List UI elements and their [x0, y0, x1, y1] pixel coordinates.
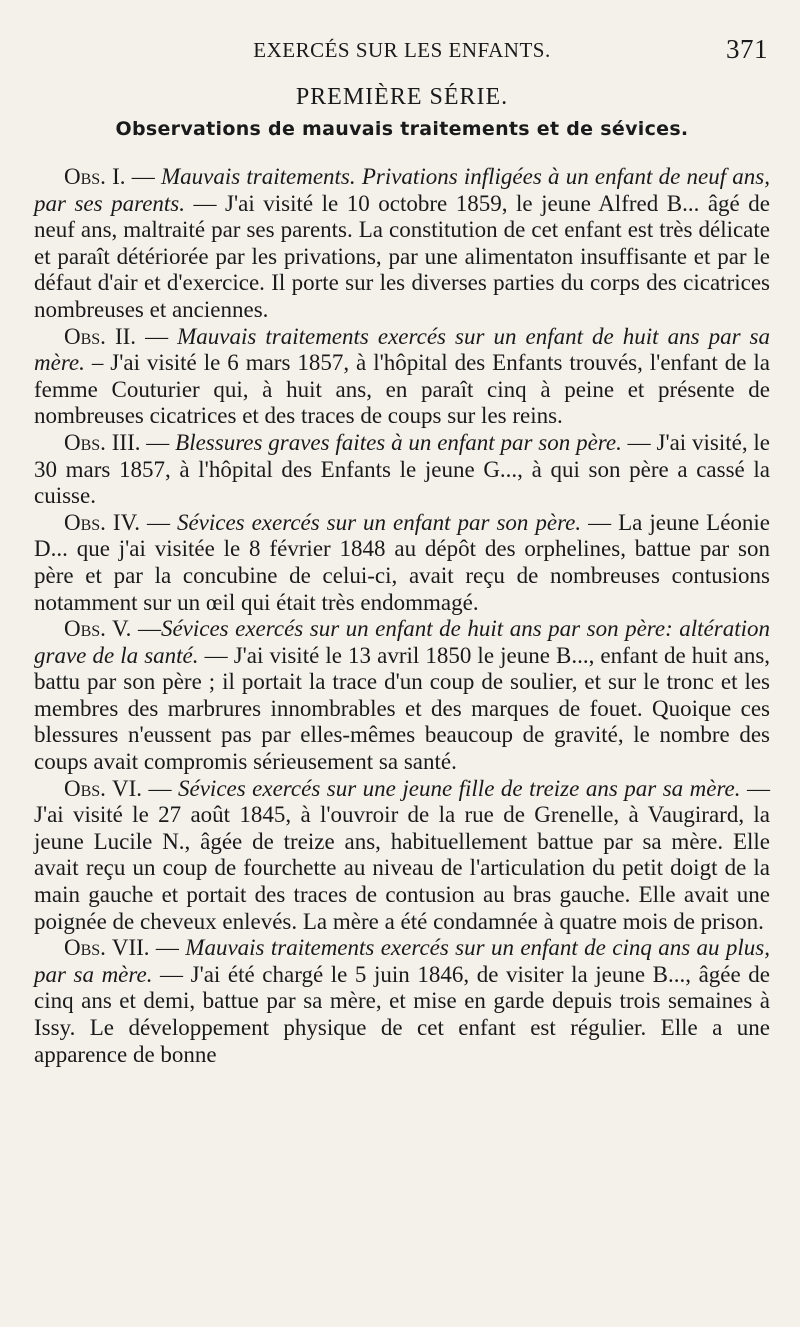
observation-text: J'ai visité le 6 mars 1857, à l'hôpital des Enfants trouvés, l'enfant de la femme Couturier qui, à huit ans, en paraît cinq à peine et présente de nombreuses cicatrices et des traces de coups sur les reins. [34, 350, 771, 429]
observation-heading: Blessures graves faites à un enfant par son père. [175, 429, 622, 455]
observation-text: J'ai visité le 10 octobre 1859, le jeune Alfred B... âgé de neuf ans, maltraité par ses parents. La constitution de cet enfant est très délicate et paraît détériorée par les privations, par une alimentaton insuffisante et par le défaut d'air et d'exercice. Il porte sur les diverses parties du corps des cicatrices nombreuses et anciennes. [34, 190, 770, 322]
page-number: 371 [726, 34, 768, 64]
observation-text: J'ai été chargé le 5 juin 1846, de visiter la jeune B..., âgée de cinq ans et demi, battue par sa mère, et mise en garde depuis trois semaines à Issy. Le développement physique de cet enfant est régulier. Elle a une apparence de bonne [34, 961, 771, 1067]
observation-text: J'ai visité, le 30 mars 1857, à l'hôpital des Enfants le jeune G..., à qui son père a cassé la cuisse. [34, 429, 771, 509]
observation-paragraph: Obs. III. — Blessures graves faites à un enfant par son père. — J'ai visité, le 30 mars 1857, à l'hôpital des Enfants le jeune G..., à qui son père a cassé la cuisse. [34, 429, 771, 509]
observation-label: Obs. VI. [64, 775, 143, 801]
series-title: PREMIÈRE SÉRIE. [295, 84, 509, 110]
observation-heading: Sévices exercés sur une jeune fille de treize ans par sa mère. [178, 775, 741, 801]
observation-heading: Sévices exercés sur un enfant par son père. [176, 509, 582, 535]
observation-label: Obs. II. [64, 323, 137, 349]
observation-heading: Mauvais traitements exercés sur un enfant de huit ans par sa mère. [34, 323, 771, 376]
section-subtitle: Observations de mauvais traitements et de sévices. [115, 118, 689, 140]
observation-text: J'ai visité le 27 août 1845, à l'ouvroir de la rue de Grenelle, à Vaugirard, la jeune Lucile N., âgée de treize ans, habituellement battue par sa mère. Elle avait reçu un coup de fourchette au niveau de l'articulation du petit doigt de la main gauche et portait des traces de contusion au bras gauche. Elle avait une poignée de cheveux enlevés. La mère a été condamnée à quatre mois de prison. [34, 802, 770, 934]
observation-paragraph: Obs. V. —Sévices exercés sur un enfant de huit ans par son père: altération grave de la santé. — J'ai visité le 13 avril 1850 le jeune B..., enfant de huit ans, battu par son père ; il portait la trace d'un coup de soulier, et sur le tronc et les membres des marbrures innombrables et des marques de fouet. Quoique ces blessures n'eussent pas par elles-mêmes beaucoup de gravité, le nombre des coups avait compromis sérieusement sa santé. [34, 616, 771, 775]
running-title: EXERCÉS SUR LES ENFANTS. [253, 38, 551, 62]
observation-heading: Sévices exercés sur un enfant de huit ans par son père: altération grave de la santé. [34, 616, 771, 668]
observation-label: Obs. I. [64, 164, 126, 189]
observations-body [34, 164, 770, 1068]
observation-label: Obs. V. [64, 616, 132, 642]
observation-paragraph: Obs. VII. — Mauvais traitements exercés sur un enfant de cinq ans au plus, par sa mère. — J'ai été chargé le 5 juin 1846, de visiter la jeune B..., âgée de cinq ans et demi, battue par sa mère, et mise en garde depuis trois semaines à Issy. Le développement physique de cet enfant est régulier. Elle a une apparence de bonne [34, 935, 771, 1067]
observation-label: Obs. VII. [64, 935, 150, 961]
observation-paragraph: Obs. VI. — Sévices exercés sur une jeune fille de treize ans par sa mère. — J'ai visité le 27 août 1845, à l'ouvroir de la rue de Grenelle, à Vaugirard, la jeune Lucile N., âgée de treize ans, habituellement battue par sa mère. Elle avait reçu un coup de fourchette au niveau de l'articulation du petit doigt de la main gauche et portait des traces de contusion au bras gauche. Elle avait une poignée de cheveux enlevés. La mère a été condamnée à quatre mois de prison. [34, 775, 771, 934]
observation-label: Obs. III. [64, 429, 141, 455]
observation-paragraph: Obs. IV. — Sévices exercés sur un enfant par son père. — La jeune Léonie D... que j'ai visitée le 8 février 1848 au dépôt des orphelines, battue par son père et par la concubine de celui-ci, avait reçu de nombreuses contusions notamment sur un œil qui était très endommagé. [34, 509, 771, 615]
observation-paragraph: Obs. I. — Mauvais traitements. Privations infligées à un enfant de neuf ans, par ses parents. — J'ai visité le 10 octobre 1859, le jeune Alfred B... âgé de neuf ans, maltraité par ses parents. La constitution de cet enfant est très délicate et paraît détériorée par les privations, par une alimentaton insuffisante et par le défaut d'air et d'exercice. Il porte sur les diverses parties du corps des cicatrices nombreuses et anciennes. [34, 164, 771, 322]
observation-text: La jeune Léonie D... que j'ai visitée le 8 février 1848 au dépôt des orphelines, battue par son père et par la concubine de celui-ci, avait reçu de nombreuses contusions notamment sur un œil qui était très endommagé. [34, 509, 771, 615]
observation-text: J'ai visité le 13 avril 1850 le jeune B..., enfant de huit ans, battu par son père ; il portait la trace d'un coup de soulier, et sur le tronc et les membres des marbrures innombrables et des marques de fouet. Quoique ces blessures n'eussent pas par elles-mêmes beaucoup de gravité, le nombre des coups avait compromis sérieusement sa santé. [34, 642, 771, 775]
observation-heading: Mauvais traitements. Privations infligées à un enfant de neuf ans, par ses parents. [34, 164, 771, 216]
running-header [34, 34, 770, 74]
observation-heading: Mauvais traitements exercés sur un enfant de cinq ans au plus, par sa mère. [34, 935, 770, 987]
observation-paragraph: Obs. II. — Mauvais traitements exercés sur un enfant de huit ans par sa mère. – J'ai visité le 6 mars 1857, à l'hôpital des Enfants trouvés, l'enfant de la femme Couturier qui, à huit ans, en paraît cinq à peine et présente de nombreuses cicatrices et des traces de coups sur les reins. [34, 323, 771, 429]
observation-label: Obs. IV. [64, 509, 140, 535]
